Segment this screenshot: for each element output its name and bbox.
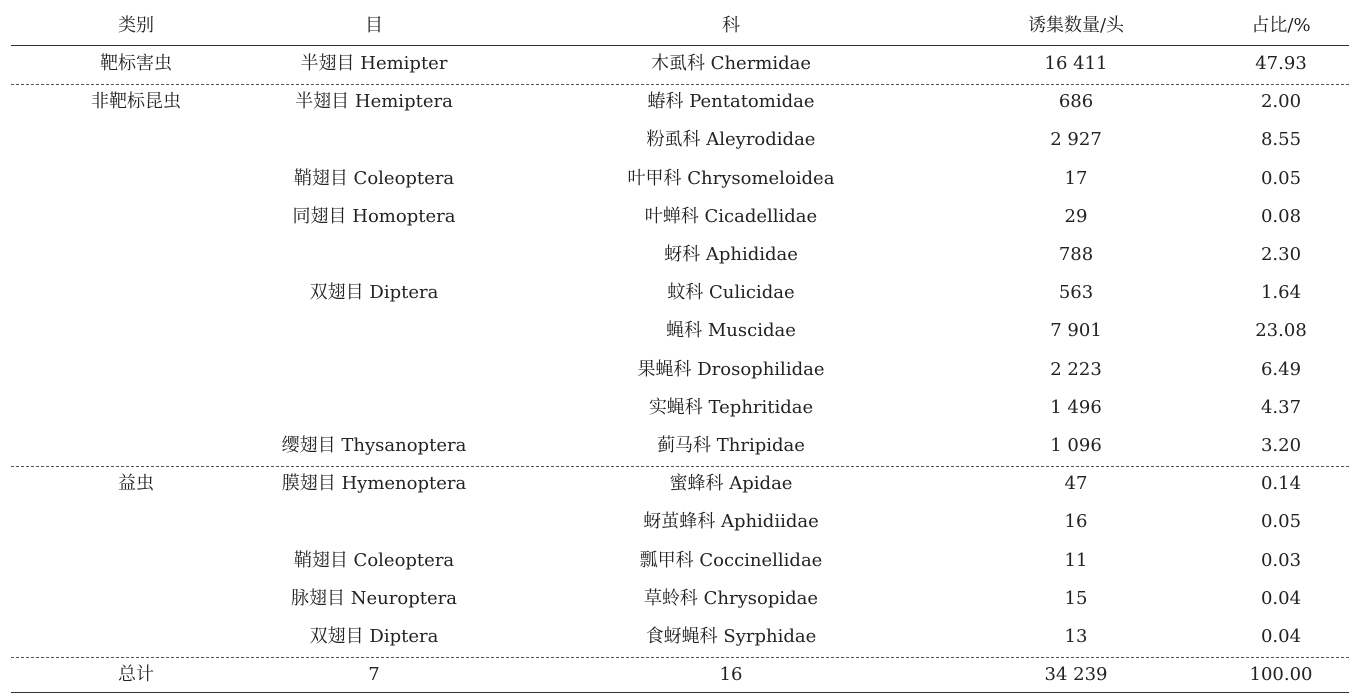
- cell-order: 脉翅目 Neuroptera: [291, 587, 457, 609]
- cell-percent: 0.05: [1260, 511, 1302, 533]
- cell-category: [56, 389, 216, 427]
- cell-order: 双翅目 Diptera: [309, 282, 439, 304]
- table-row: [11, 274, 1349, 312]
- cell-family: 瓢甲科 Coccinellidae: [639, 549, 823, 571]
- cell-category: [56, 541, 216, 579]
- cell-percent: 4.37: [1260, 396, 1302, 418]
- cell-family: 粉虱科 Aleyrodidae: [646, 129, 816, 151]
- cell-percent: 2.30: [1260, 244, 1302, 266]
- table-row: [11, 580, 1349, 618]
- cell-order: 缨翅目 Thysanoptera: [281, 434, 467, 456]
- cell-count: 34 239: [1044, 664, 1108, 686]
- cell-category: [56, 160, 216, 198]
- cell-family: 16: [719, 664, 743, 686]
- cell-percent: 0.05: [1260, 167, 1302, 189]
- cell-count: 2 927: [1050, 129, 1102, 151]
- cell-percent: 0.14: [1260, 473, 1302, 495]
- cell-order: [264, 503, 484, 541]
- cell-percent: 0.04: [1260, 625, 1302, 647]
- cell-category: [56, 427, 216, 465]
- table-row: [11, 618, 1349, 656]
- cell-percent: 0.08: [1260, 205, 1302, 227]
- cell-family: 叶蝉科 Cicadellidae: [644, 205, 818, 227]
- cell-count: 686: [1058, 91, 1094, 113]
- cell-percent: 47.93: [1255, 53, 1307, 75]
- cell-category: [56, 121, 216, 159]
- cell-order: 双翅目 Diptera: [309, 625, 439, 647]
- cell-percent: 0.03: [1260, 549, 1302, 571]
- cell-order: 7: [368, 664, 380, 686]
- cell-count: 2 223: [1050, 358, 1102, 380]
- cell-order: [264, 389, 484, 427]
- cell-count: 7 901: [1050, 320, 1102, 342]
- table-row: [11, 160, 1349, 198]
- table-row: [11, 465, 1349, 503]
- cell-count: 11: [1064, 549, 1088, 571]
- cell-count: 16 411: [1044, 53, 1108, 75]
- cell-percent: 6.49: [1260, 358, 1302, 380]
- cell-family: 蚜茧蜂科 Aphidiidae: [643, 511, 819, 533]
- cell-family: 木虱科 Chermidae: [650, 53, 812, 75]
- header-family: 科: [722, 15, 740, 36]
- table-row: [11, 503, 1349, 541]
- header-count: 诱集数量/头: [1027, 15, 1125, 36]
- cell-category: [56, 312, 216, 350]
- cell-family: 蓟马科 Thripidae: [657, 434, 805, 456]
- cell-order: 半翅目 Hemiptera: [295, 91, 453, 113]
- cell-order: 鞘翅目 Coleoptera: [293, 549, 455, 571]
- cell-category: [56, 351, 216, 389]
- cell-percent: 1.64: [1260, 282, 1302, 304]
- table-row-total: [11, 656, 1349, 694]
- cell-category: 靶标害虫: [100, 53, 172, 75]
- table-row: [11, 121, 1349, 159]
- table-row: [11, 541, 1349, 579]
- cell-category: 非靶标昆虫: [91, 91, 181, 113]
- cell-count: 47: [1064, 473, 1088, 495]
- cell-count: 13: [1064, 625, 1088, 647]
- cell-category: 益虫: [118, 473, 154, 495]
- cell-family: 实蝇科 Tephritidae: [648, 396, 814, 418]
- cell-order: [264, 351, 484, 389]
- cell-percent: 3.20: [1260, 434, 1302, 456]
- cell-category: [56, 236, 216, 274]
- cell-family: 蜜蜂科 Apidae: [669, 473, 793, 495]
- cell-count: 788: [1058, 244, 1094, 266]
- cell-count: 1 496: [1050, 396, 1102, 418]
- cell-family: 蚊科 Culicidae: [667, 282, 795, 304]
- cell-order: [264, 236, 484, 274]
- cell-category: [56, 274, 216, 312]
- cell-order: [264, 312, 484, 350]
- cell-family: 叶甲科 Chrysomeloidea: [627, 167, 835, 189]
- cell-count: 15: [1064, 587, 1088, 609]
- table-header-row: [11, 7, 1349, 45]
- cell-count: 16: [1064, 511, 1088, 533]
- cell-percent: 23.08: [1255, 320, 1307, 342]
- cell-count: 563: [1058, 282, 1094, 304]
- insect-table: [11, 7, 1349, 694]
- cell-category: [56, 198, 216, 236]
- cell-count: 29: [1064, 205, 1088, 227]
- header-percent: 占比/%: [1251, 15, 1311, 36]
- cell-family: 食蚜蝇科 Syrphidae: [645, 625, 817, 647]
- table-row: [11, 198, 1349, 236]
- cell-category: [56, 503, 216, 541]
- table-row: [11, 351, 1349, 389]
- cell-order: 膜翅目 Hymenoptera: [281, 473, 467, 495]
- cell-family: 草蛉科 Chrysopidae: [643, 587, 819, 609]
- header-category: 类别: [118, 15, 154, 36]
- cell-category: [56, 618, 216, 656]
- cell-family: 果蝇科 Drosophilidae: [637, 358, 825, 380]
- table-row: [11, 83, 1349, 121]
- cell-percent: 2.00: [1260, 91, 1302, 113]
- table-row: [11, 389, 1349, 427]
- cell-percent: 0.04: [1260, 587, 1302, 609]
- table-row: [11, 45, 1349, 83]
- cell-percent: 8.55: [1260, 129, 1302, 151]
- cell-count: 17: [1064, 167, 1088, 189]
- table-row: [11, 427, 1349, 465]
- cell-order: 半翅目 Hemipter: [300, 53, 448, 75]
- cell-category: 总计: [118, 664, 154, 686]
- table-row: [11, 312, 1349, 350]
- cell-percent: 100.00: [1249, 664, 1313, 686]
- table-row: [11, 236, 1349, 274]
- cell-count: 1 096: [1050, 434, 1102, 456]
- cell-order: 同翅目 Homoptera: [292, 205, 456, 227]
- cell-family: 蝽科 Pentatomidae: [647, 91, 815, 113]
- cell-order: 鞘翅目 Coleoptera: [293, 167, 455, 189]
- cell-family: 蚜科 Aphididae: [664, 244, 798, 266]
- cell-order: [264, 121, 484, 159]
- cell-family: 蝇科 Muscidae: [666, 320, 796, 342]
- cell-category: [56, 580, 216, 618]
- header-order: 目: [365, 15, 383, 36]
